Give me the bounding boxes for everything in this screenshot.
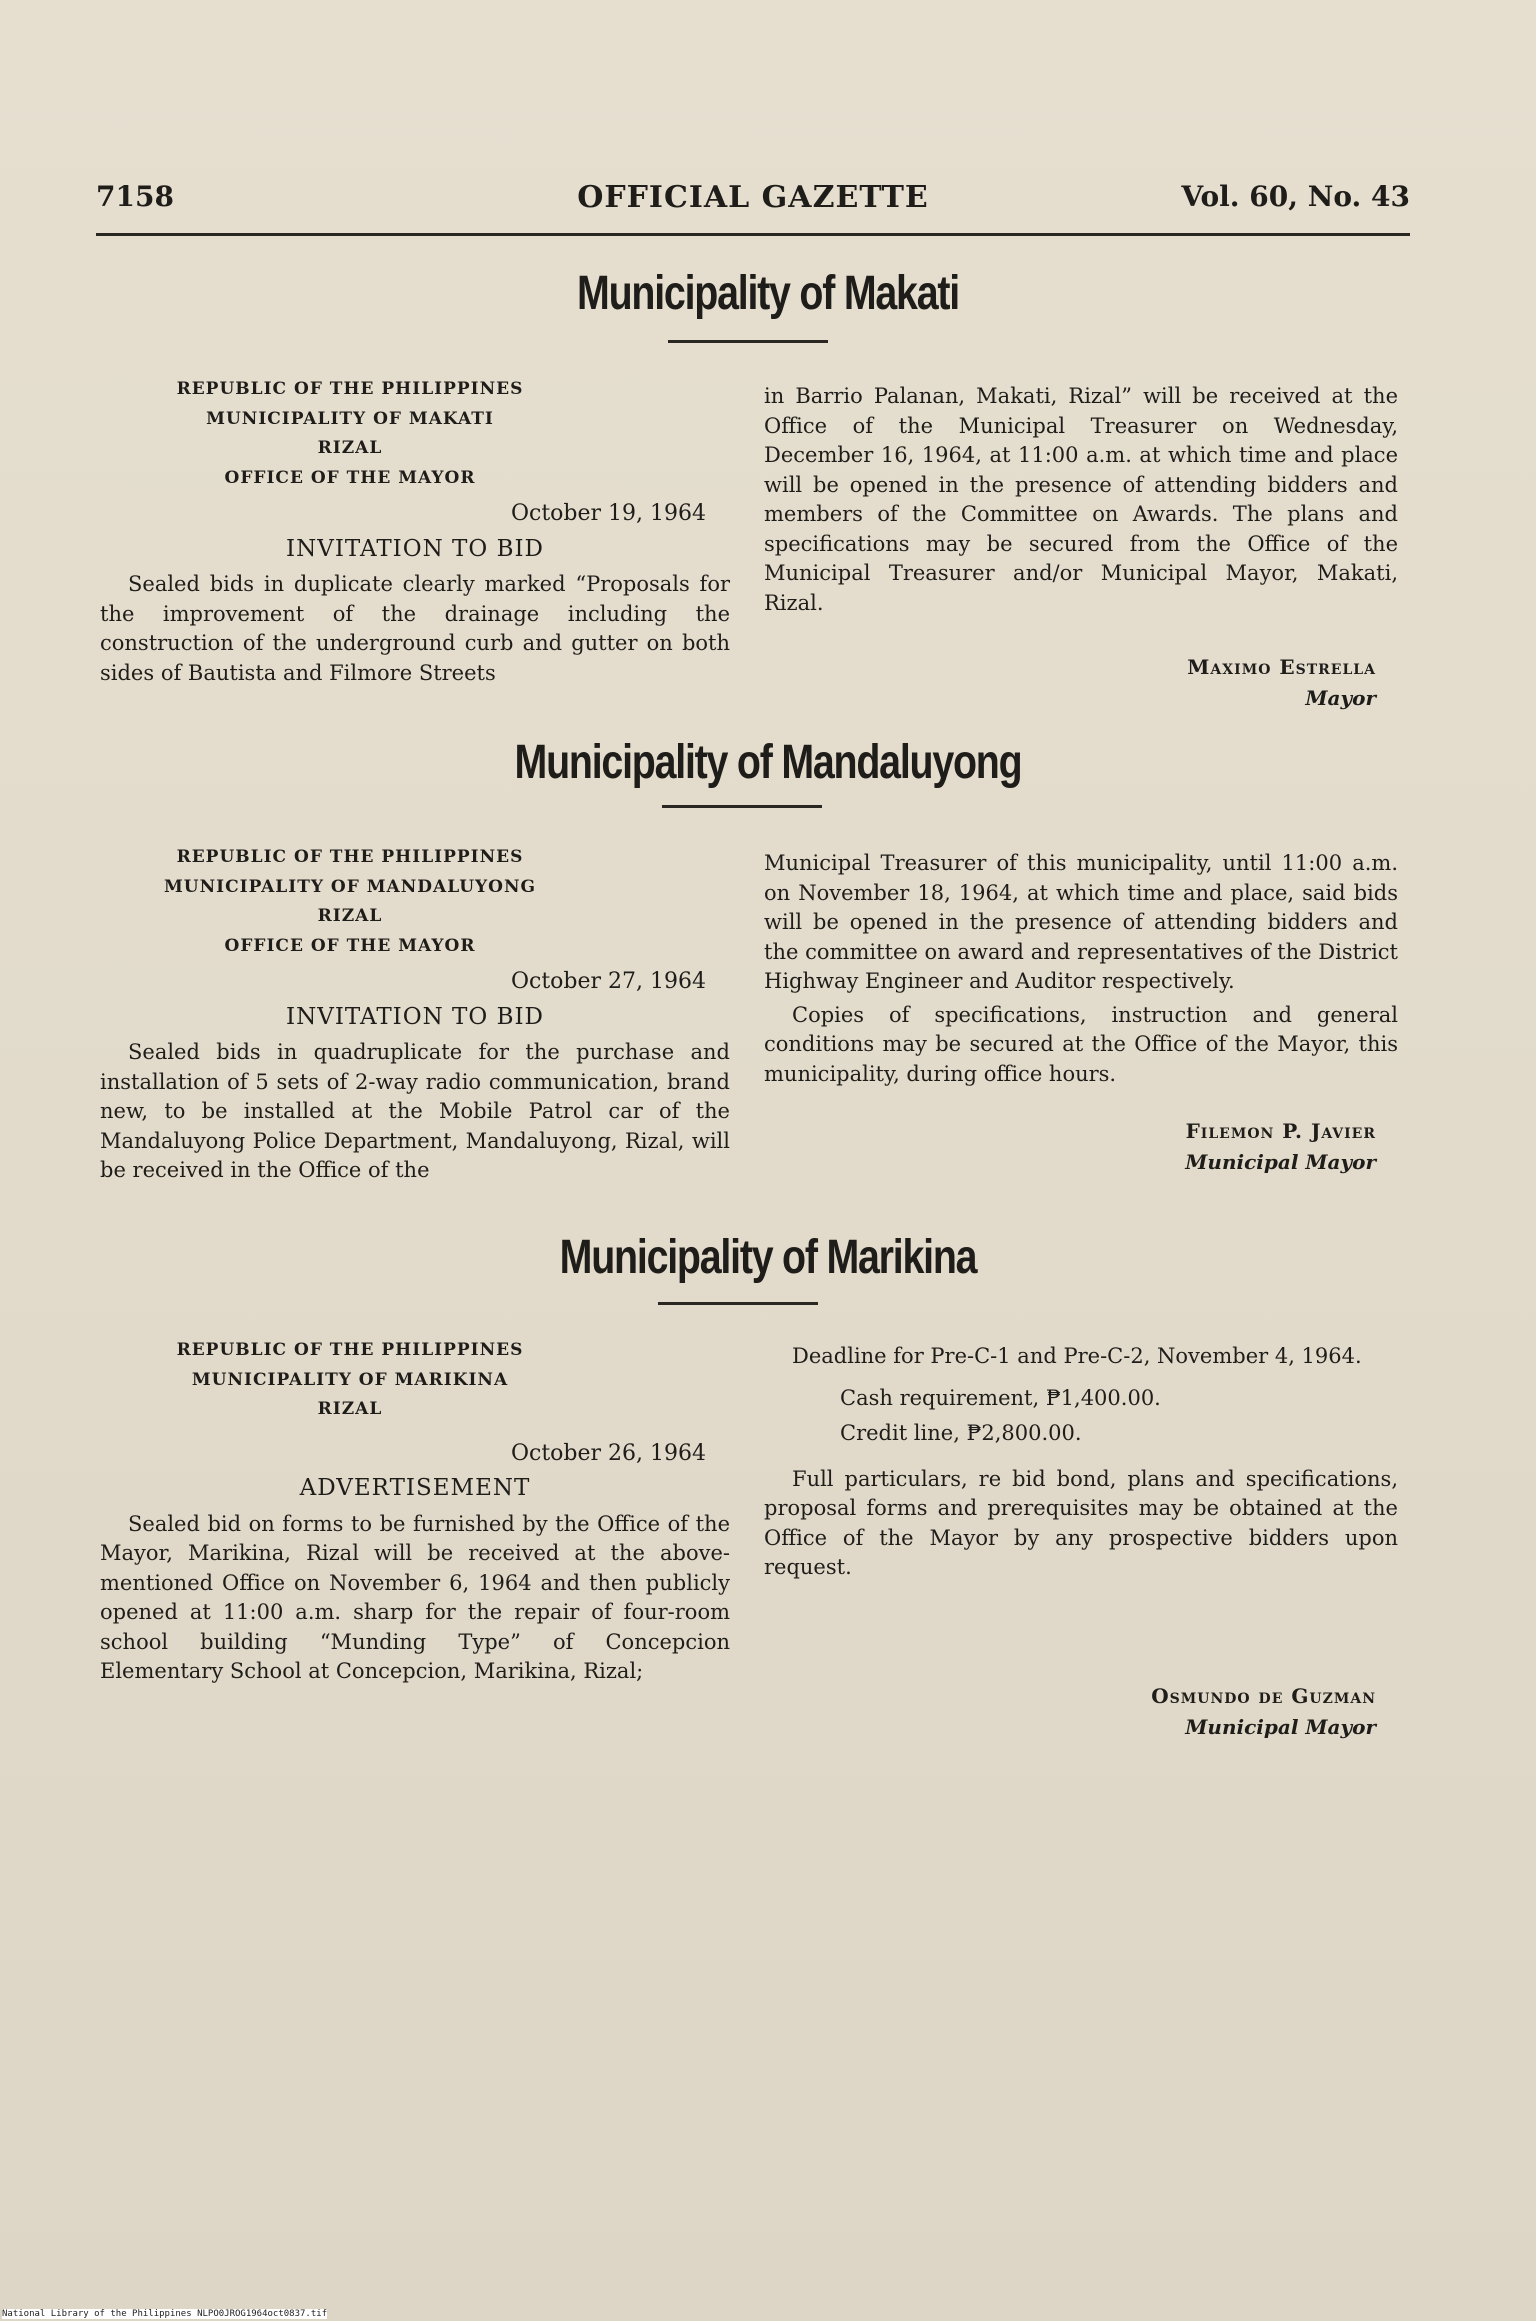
makati-date: October 19, 1964 [510,501,706,526]
mandaluyong-letterhead [100,843,730,961]
signatory-title: Municipal Mayor [1185,1150,1376,1174]
makati-letterhead [100,375,730,493]
page-number: 7158 [96,180,174,213]
mandaluyong-date: October 27, 1964 [510,969,706,994]
makati-right-column [764,382,1398,618]
marikina-letterhead [100,1336,730,1425]
publication-title: OFFICIAL GAZETTE [577,180,929,215]
letterhead-line: MUNICIPALITY OF MARIKINA [191,1369,509,1390]
makati-paragraph: in Barrio Palanan, Makati, Rizal” will be received at the Office of the Municipal Treasurer on Wednesday, December 16, 1964, at 11:00 a.m. at which time and place will be opened in the presence of attending bidders and members of the Committee on Awards. The plans and specifications may be secured from the Office of the Municipal Treasurer and/or Municipal Mayor, Makati, Rizal. [764,384,1398,615]
letterhead-line: REPUBLIC OF THE PHILIPPINES [176,1340,524,1360]
letterhead-line: REPUBLIC OF THE PHILIPPINES [176,847,524,867]
volume-number: Vol. 60, No. 43 [1181,180,1410,213]
marikina-paragraph: Sealed bid on forms to be furnished by the Office of the Mayor, Marikina, Rizal will be received at the above-mentioned Office on November 6, 1964 and then publicly opened at 11:00 a.m. sharp for the repair of four-room school building “Munding Type” of Concepcion Elementary School at Concepcion, Marikina, Rizal; [100,1511,730,1683]
makati-heading: INVITATION TO BID [286,535,544,562]
marikina-left-column [100,1336,730,1687]
section-title-makati: Municipality of Makati [577,267,959,320]
signatory-name: Filemon P. Javier [1185,1119,1376,1143]
mandaluyong-right-column [764,849,1398,1089]
section-separator [658,1302,818,1305]
letterhead-line: RIZAL [317,906,383,926]
letterhead-line: OFFICE OF THE MAYOR [224,467,476,488]
mandaluyong-paragraph: Sealed bids in quadruplicate for the purchase and installation of 5 sets of 2-way radio communication, brand new, to be installed at the Mobile Patrol car of the Mandaluyong Police Department, Mandaluyong, Rizal, will be received in the Office of the [100,1040,730,1182]
signatory-name: Maximo Estrella [1187,655,1376,679]
scan-footer: National Library of the Philippines NLPO0JROG1964oct0837.tif [2,2309,328,2319]
signatory-name: Osmundo de Guzman [1151,1684,1376,1708]
marikina-signature [1151,1681,1376,1743]
mandaluyong-paragraph: Copies of specifications, instruction and general conditions may be secured at the Office of the Mayor, this municipality, during office hours. [764,1002,1398,1086]
mandaluyong-paragraph: Municipal Treasurer of this municipality, until 11:00 a.m. on November 18, 1964, at which time and place, said bids will be opened in the presence of attending bidders and the committee on award and representatives of the District Highway Engineer and Auditor respectively. [764,851,1398,993]
marikina-right-column [764,1342,1398,1583]
letterhead-line: MUNICIPALITY OF MANDALUYONG [163,876,537,897]
header-rule [96,233,1410,236]
marikina-paragraph: Full particulars, re bid bond, plans and specifications, proposal forms and prerequisites may be obtained at the Office of the Mayor by any prospective bidders upon request. [764,1466,1398,1579]
section-separator [662,805,822,808]
signatory-title: Municipal Mayor [1185,1715,1376,1739]
mandaluyong-signature [1185,1116,1376,1178]
makati-signature [1187,652,1376,714]
makati-paragraph: Sealed bids in duplicate clearly marked “Proposals for the improvement of the drainage including the construction of the underground curb and gutter on both sides of Bautista and Filmore Streets [100,572,730,685]
letterhead-line: MUNICIPALITY OF MAKATI [206,408,494,429]
section-separator [668,340,828,343]
section-title-marikina: Municipality of Marikina [559,1231,977,1284]
letterhead-line: RIZAL [317,1399,383,1419]
marikina-paragraph: Deadline for Pre-C-1 and Pre-C-2, November 4, 1964. [792,1344,1362,1368]
marikina-credit-line: Credit line, ₱2,800.00. [840,1421,1082,1445]
letterhead-line: OFFICE OF THE MAYOR [224,935,476,956]
signatory-title: Mayor [1305,686,1376,710]
marikina-heading: ADVERTISEMENT [299,1475,531,1501]
letterhead-line: REPUBLIC OF THE PHILIPPINES [176,379,524,399]
section-title-mandaluyong: Municipality of Mandaluyong [514,736,1022,789]
marikina-date: October 26, 1964 [510,1440,706,1466]
mandaluyong-left-column [100,843,730,1186]
mandaluyong-heading: INVITATION TO BID [286,1003,544,1030]
letterhead-line: RIZAL [317,438,383,458]
marikina-cash-requirement: Cash requirement, ₱1,400.00. [840,1385,1161,1410]
running-header [96,180,1410,230]
makati-left-column [100,375,730,688]
